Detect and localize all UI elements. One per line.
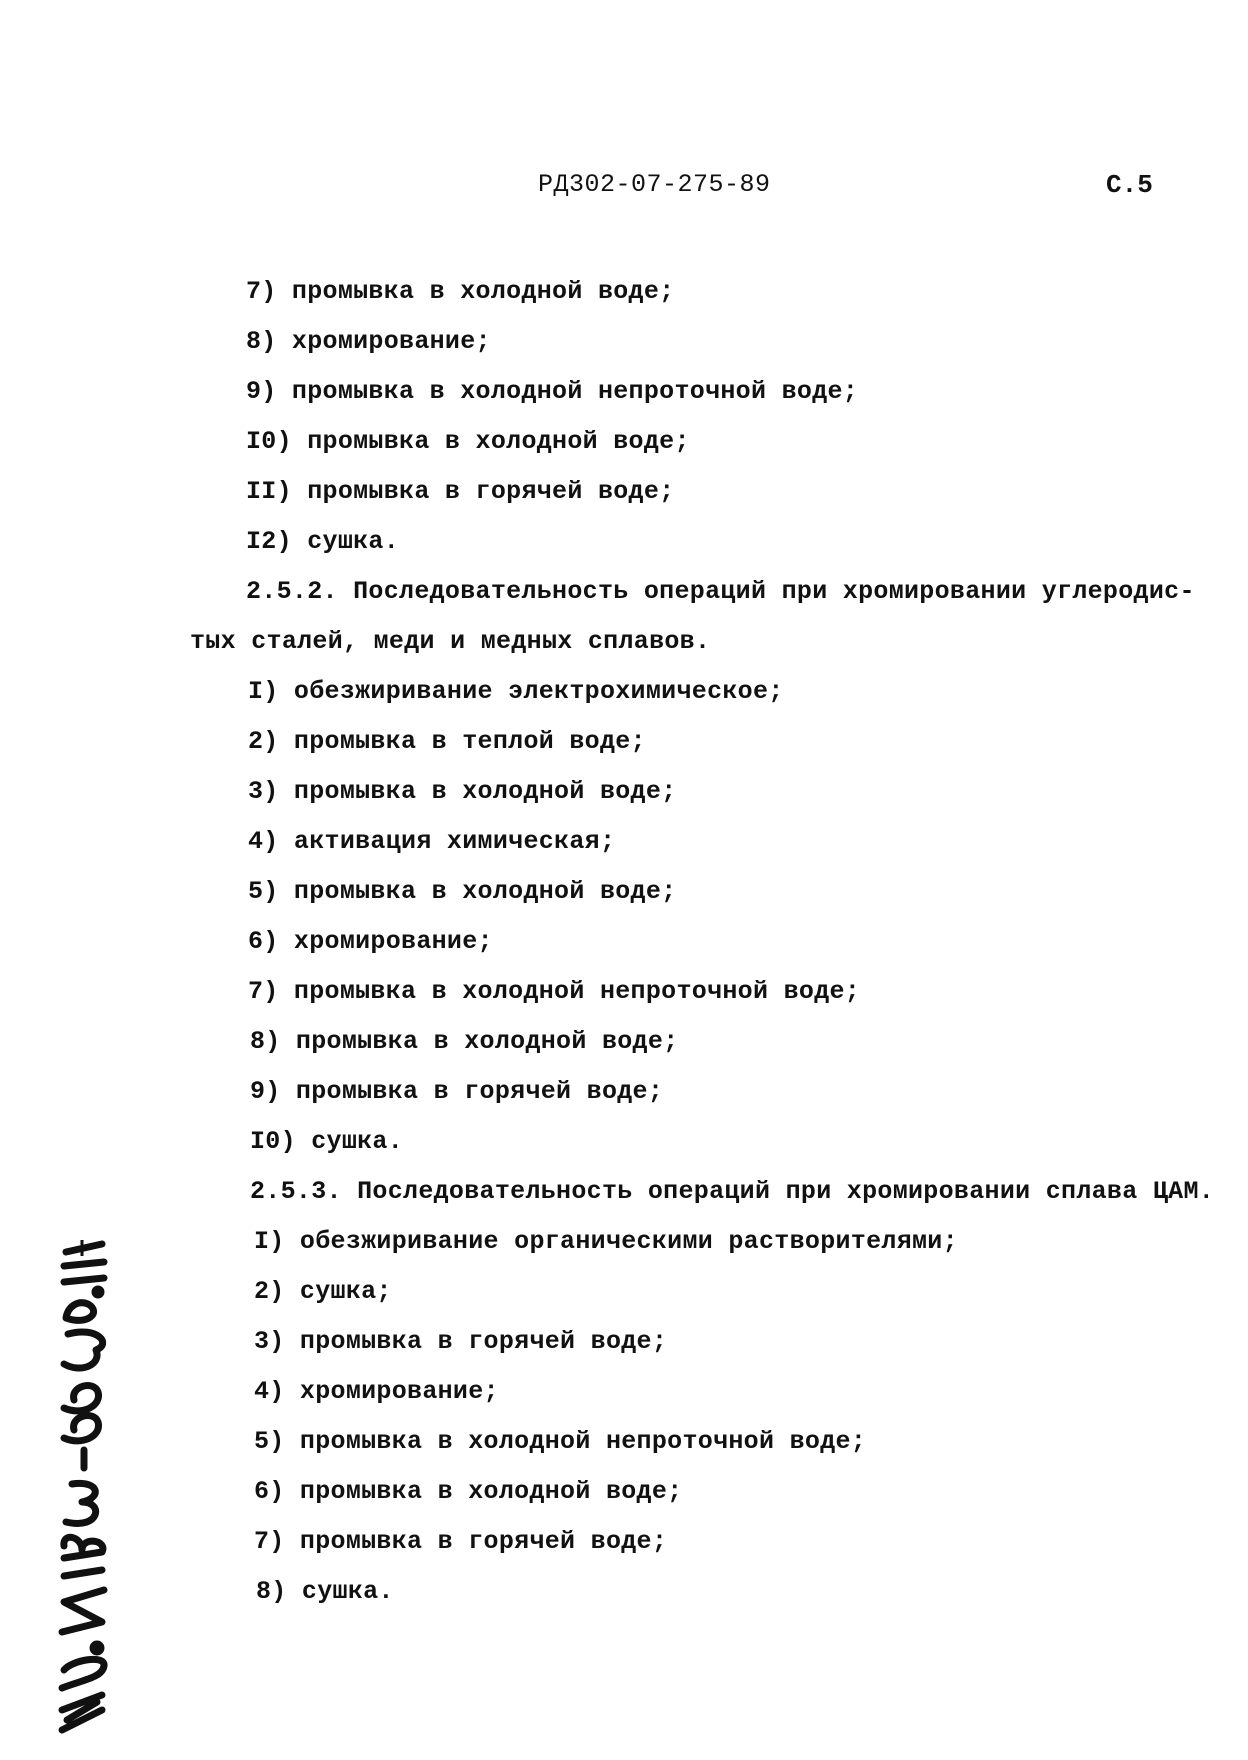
handwritten-signature-icon <box>42 1240 132 1740</box>
document-code: РД302-07-275-89 <box>538 170 771 199</box>
list-item: 9) промывка в горячей воде; <box>250 1077 664 1106</box>
list-item: 3) промывка в холодной воде; <box>248 777 677 806</box>
list-item: 2) промывка в теплой воде; <box>248 727 646 756</box>
list-item: 7) промывка в холодной воде; <box>246 277 675 306</box>
list-item: 2) сушка; <box>254 1277 392 1306</box>
list-item: 7) промывка в холодной непроточной воде; <box>248 977 861 1006</box>
list-item: 4) хромирование; <box>254 1377 499 1406</box>
list-item: 6) хромирование; <box>248 927 493 956</box>
list-item: 8) сушка. <box>256 1577 394 1606</box>
section-heading-2-5-2-cont: тых сталей, меди и медных сплавов. <box>190 627 711 656</box>
list-item: 8) промывка в холодной воде; <box>250 1027 679 1056</box>
page-number: С.5 <box>1106 170 1153 200</box>
section-heading-2-5-2: 2.5.2. Последовательность операций при хромировании углеродис- <box>246 577 1195 606</box>
list-item: I) обезжиривание органическими растворителями; <box>254 1227 958 1256</box>
list-item: I0) сушка. <box>250 1127 404 1156</box>
list-item: 6) промывка в холодной воде; <box>254 1477 683 1506</box>
list-item: I0) промывка в холодной воде; <box>246 427 690 456</box>
list-item: I2) сушка. <box>246 527 400 556</box>
list-item: II) промывка в горячей воде; <box>246 477 675 506</box>
list-item: 5) промывка в холодной непроточной воде; <box>254 1427 867 1456</box>
list-item: 8) хромирование; <box>246 327 491 356</box>
list-item: 7) промывка в горячей воде; <box>254 1527 668 1556</box>
list-item: 3) промывка в горячей воде; <box>254 1327 668 1356</box>
list-item: 5) промывка в холодной воде; <box>248 877 677 906</box>
handwritten-inventory-note <box>42 1240 132 1740</box>
list-item: 9) промывка в холодной непроточной воде; <box>246 377 859 406</box>
section-heading-2-5-3: 2.5.3. Последовательность операций при хромировании сплава ЦАМ. <box>250 1177 1215 1206</box>
list-item: 4) активация химическая; <box>248 827 616 856</box>
list-item: I) обезжиривание электрохимическое; <box>248 677 784 706</box>
